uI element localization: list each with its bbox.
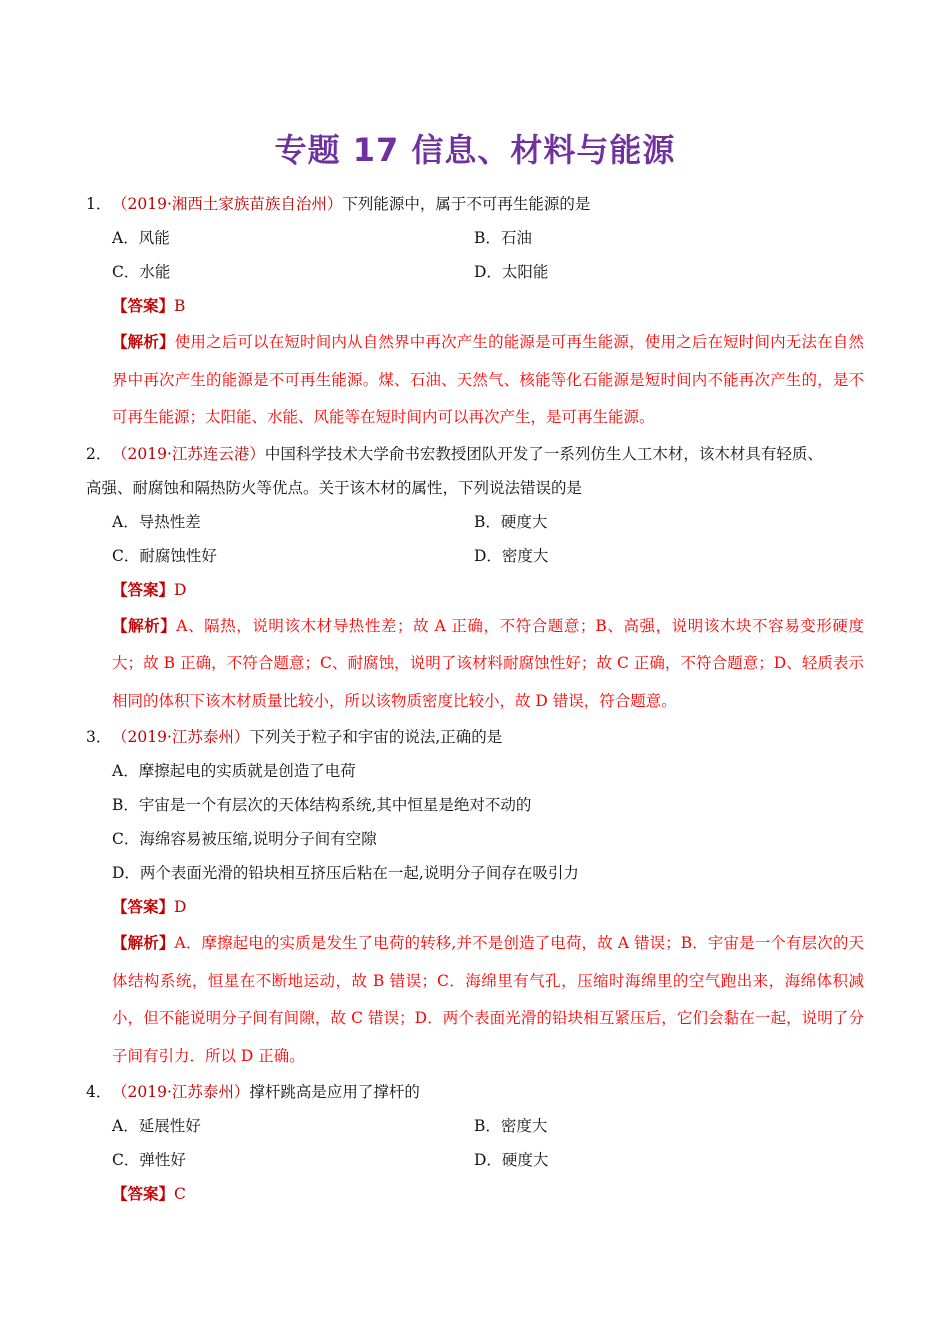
option-a: A．摩擦起电的实质就是创造了电荷 xyxy=(112,762,356,780)
analysis xyxy=(86,607,864,721)
question-1 xyxy=(86,187,864,437)
analysis-tag: 【解析】 xyxy=(112,933,175,952)
question-number: 1． xyxy=(86,195,112,213)
question-stem xyxy=(86,720,864,754)
answer-line xyxy=(86,573,864,607)
answer-tag: 【答案】 xyxy=(112,897,175,916)
answer-tag: 【答案】 xyxy=(112,579,175,599)
analysis-text: 使用之后可以在短时间内从自然界中再次产生的能源是可再生能源，使用之后在短时间内无法在自然界中再次产生的能源是不可再生能源。煤、石油、天然气、核能等化石能源是短时间内不能再次产生的，是不可再生能源；太阳能、水能、风能等在短时间内可以再次产生，是可再生能源。 xyxy=(112,333,864,426)
answer-line xyxy=(86,890,864,924)
question-stem xyxy=(86,1075,864,1109)
option-d: D．两个表面光滑的铅块相互挤压后粘在一起,说明分子间存在吸引力 xyxy=(112,864,579,882)
answer-line xyxy=(86,1177,864,1211)
question-text: 下列关于粒子和宇宙的说法,正确的是 xyxy=(249,728,503,746)
option-d: D．密度大 xyxy=(474,546,549,565)
question-number: 4． xyxy=(86,1083,112,1101)
answer-value: D xyxy=(174,580,187,599)
option-c: C．水能 xyxy=(112,263,171,281)
option-d: D．太阳能 xyxy=(474,263,549,281)
analysis-text: A．摩擦起电的实质是发生了电荷的转移,并不是创造了电荷，故 A 错误；B．宇宙是一个有层次的天体结构系统，恒星在不断地运动，故 B 错误；C．海绵里有气孔，压缩时海绵里的空气跑出来，海绵体积减小，但不能说明分子间有间隙，故 C 错误；D．两个表面光滑的铅块相互紧压后，它们会黏在一起，说明了分子间有引力．所以 D 正确。 xyxy=(112,934,864,1065)
analysis-tag: 【解析】 xyxy=(112,332,175,351)
question-source: （2019·湘西土家族苗族自治州） xyxy=(112,195,343,213)
option-a: A．导热性差 xyxy=(112,512,201,531)
question-number: 3． xyxy=(86,728,112,746)
answer-line xyxy=(86,289,864,323)
analysis xyxy=(86,323,864,437)
option-grid xyxy=(86,1109,864,1177)
option-b: B．硬度大 xyxy=(474,512,548,531)
option-d: D．硬度大 xyxy=(474,1151,549,1169)
question-text: 下列能源中，属于不可再生能源的是 xyxy=(342,195,591,213)
answer-tag: 【答案】 xyxy=(112,296,175,315)
question-source: （2019·江苏泰州） xyxy=(112,728,250,746)
option-c: C．海绵容易被压缩,说明分子间有空隙 xyxy=(112,830,377,848)
answer-value: B xyxy=(174,297,186,315)
page-title: 专题 17 信息、材料与能源 xyxy=(274,131,676,169)
analysis xyxy=(86,924,864,1075)
question-list xyxy=(86,187,864,1211)
question-stem xyxy=(86,187,864,221)
option-b: B．宇宙是一个有层次的天体结构系统,其中恒星是绝对不动的 xyxy=(112,796,532,814)
option-c: C．耐腐蚀性好 xyxy=(112,546,217,565)
option-b: B．石油 xyxy=(474,229,532,247)
question-stem xyxy=(86,437,864,471)
question-2 xyxy=(86,437,864,721)
answer-value: D xyxy=(174,898,187,916)
question-text: 中国科学技术大学俞书宏教授团队开发了一系列仿生人工木材，该木材具有轻质、 xyxy=(264,444,823,463)
question-source: （2019·江苏连云港） xyxy=(112,444,265,463)
question-3 xyxy=(86,720,864,1075)
analysis-tag: 【解析】 xyxy=(112,615,177,635)
option-a: A．风能 xyxy=(112,229,170,247)
question-source: （2019·江苏泰州） xyxy=(112,1083,250,1101)
question-text-continued: 高强、耐腐蚀和隔热防火等优点。关于该木材的属性，下列说法错误的是 xyxy=(86,478,583,497)
question-number: 2． xyxy=(86,444,112,463)
option-b: B．密度大 xyxy=(474,1117,548,1135)
question-4 xyxy=(86,1075,864,1211)
question-text: 撑杆跳高是应用了撑杆的 xyxy=(249,1083,420,1101)
answer-value: C xyxy=(174,1185,186,1203)
analysis-text: A、隔热，说明该木材导热性差；故 A 正确，不符合题意；B、高强，说明该木块不容易变形硬度大；故 B 正确，不符合题意；C、耐腐蚀，说明了该材料耐腐蚀性好；故 C 正确，不符合题意；D、轻质表示相同的体积下该木材质量比较小，所以该物质密度比较小，故 D 错误，符合题意。 xyxy=(112,616,864,710)
option-grid xyxy=(86,221,864,289)
answer-tag: 【答案】 xyxy=(112,1184,175,1203)
option-c: C．弹性好 xyxy=(112,1151,186,1169)
option-a: A．延展性好 xyxy=(112,1117,201,1135)
option-grid xyxy=(86,505,864,573)
